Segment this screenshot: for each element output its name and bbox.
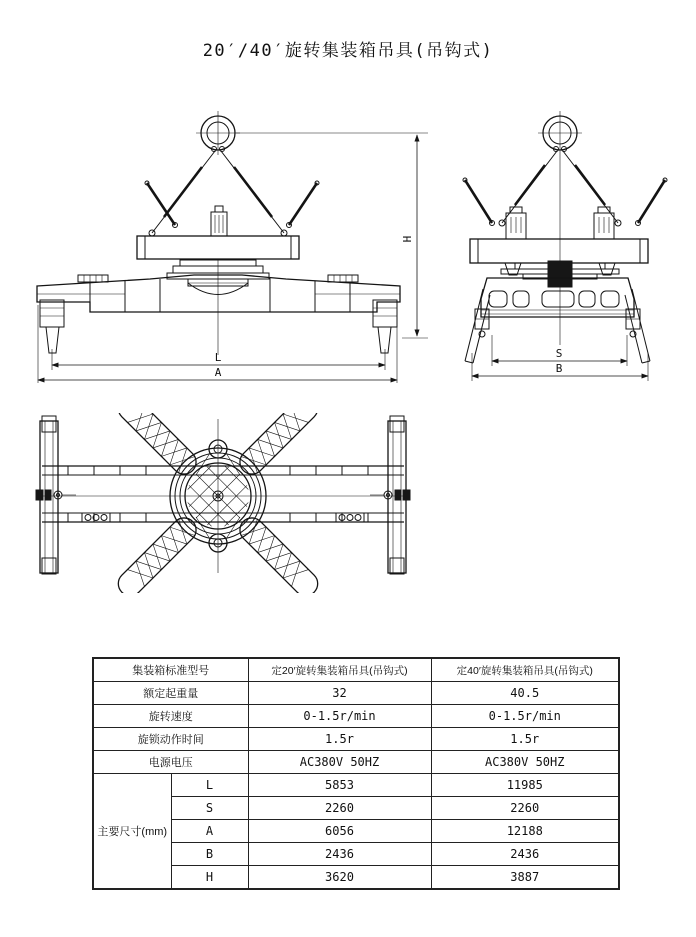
value-40ft: 2260: [431, 797, 619, 820]
end-crossbeam-right: [370, 416, 410, 574]
dim-label-B: B: [555, 362, 563, 375]
column-header-40ft: 定40′旋转集装箱吊具(吊钩式): [431, 658, 619, 682]
table-row: [93, 658, 619, 682]
lifting-ring: [196, 111, 240, 155]
table-row: [93, 774, 619, 797]
row-label: 集装箱标准型号: [93, 658, 248, 682]
dim-label-S: S: [555, 347, 563, 360]
value-20ft: 6056: [248, 820, 431, 843]
value-20ft: 3620: [248, 866, 431, 890]
table-row: [93, 866, 619, 890]
value-20ft: 2260: [248, 797, 431, 820]
value-40ft: 3887: [431, 866, 619, 890]
dim-letter: B: [171, 843, 248, 866]
value-20ft: 0-1.5r/min: [248, 705, 431, 728]
table-row: [93, 751, 619, 774]
dim-label-A: A: [214, 366, 222, 379]
dim-letter: L: [171, 774, 248, 797]
table-row: [93, 820, 619, 843]
value-40ft: 11985: [431, 774, 619, 797]
value-40ft: AC380V 50HZ: [431, 751, 619, 774]
row-label: 旋转速度: [93, 705, 248, 728]
row-label: 电源电压: [93, 751, 248, 774]
row-label: 旋锁动作时间: [93, 728, 248, 751]
table-row: [93, 843, 619, 866]
sling-legs: [149, 151, 287, 236]
spec-table: [92, 657, 620, 890]
value-40ft: 1.5r: [431, 728, 619, 751]
corner-legs: [40, 300, 397, 353]
rotating-frame: [470, 207, 648, 287]
plan-view-drawing: [28, 413, 418, 593]
value-20ft: AC380V 50HZ: [248, 751, 431, 774]
value-20ft: 2436: [248, 843, 431, 866]
guide-arms: [463, 178, 667, 226]
dimension-A: [38, 305, 397, 383]
row-label: 额定起重量: [93, 682, 248, 705]
end-view-drawing: [445, 103, 685, 383]
column-header-20ft: 定20′旋转集装箱吊具(吊钩式): [248, 658, 431, 682]
table-row: [93, 682, 619, 705]
value-40ft: 2436: [431, 843, 619, 866]
value-20ft: 32: [248, 682, 431, 705]
dim-label-H: H: [401, 235, 414, 243]
value-20ft: 1.5r: [248, 728, 431, 751]
front-view-drawing: [30, 103, 435, 383]
table-row: [93, 705, 619, 728]
dim-label-L: L: [214, 351, 222, 364]
value-20ft: 5853: [248, 774, 431, 797]
dim-letter: H: [171, 866, 248, 890]
dim-letter: S: [171, 797, 248, 820]
end-crossbeam-left: [36, 416, 76, 574]
page-title: 20′/40′旋转集装箱吊具(吊钩式): [202, 41, 494, 61]
value-40ft: 40.5: [431, 682, 619, 705]
dims-group-label: 主要尺寸(mm): [93, 774, 171, 890]
table-row: [93, 728, 619, 751]
guide-arms: [145, 181, 319, 228]
table-row: [93, 797, 619, 820]
lifting-ring: [538, 111, 582, 155]
value-40ft: 12188: [431, 820, 619, 843]
dim-letter: A: [171, 820, 248, 843]
value-40ft: 0-1.5r/min: [431, 705, 619, 728]
